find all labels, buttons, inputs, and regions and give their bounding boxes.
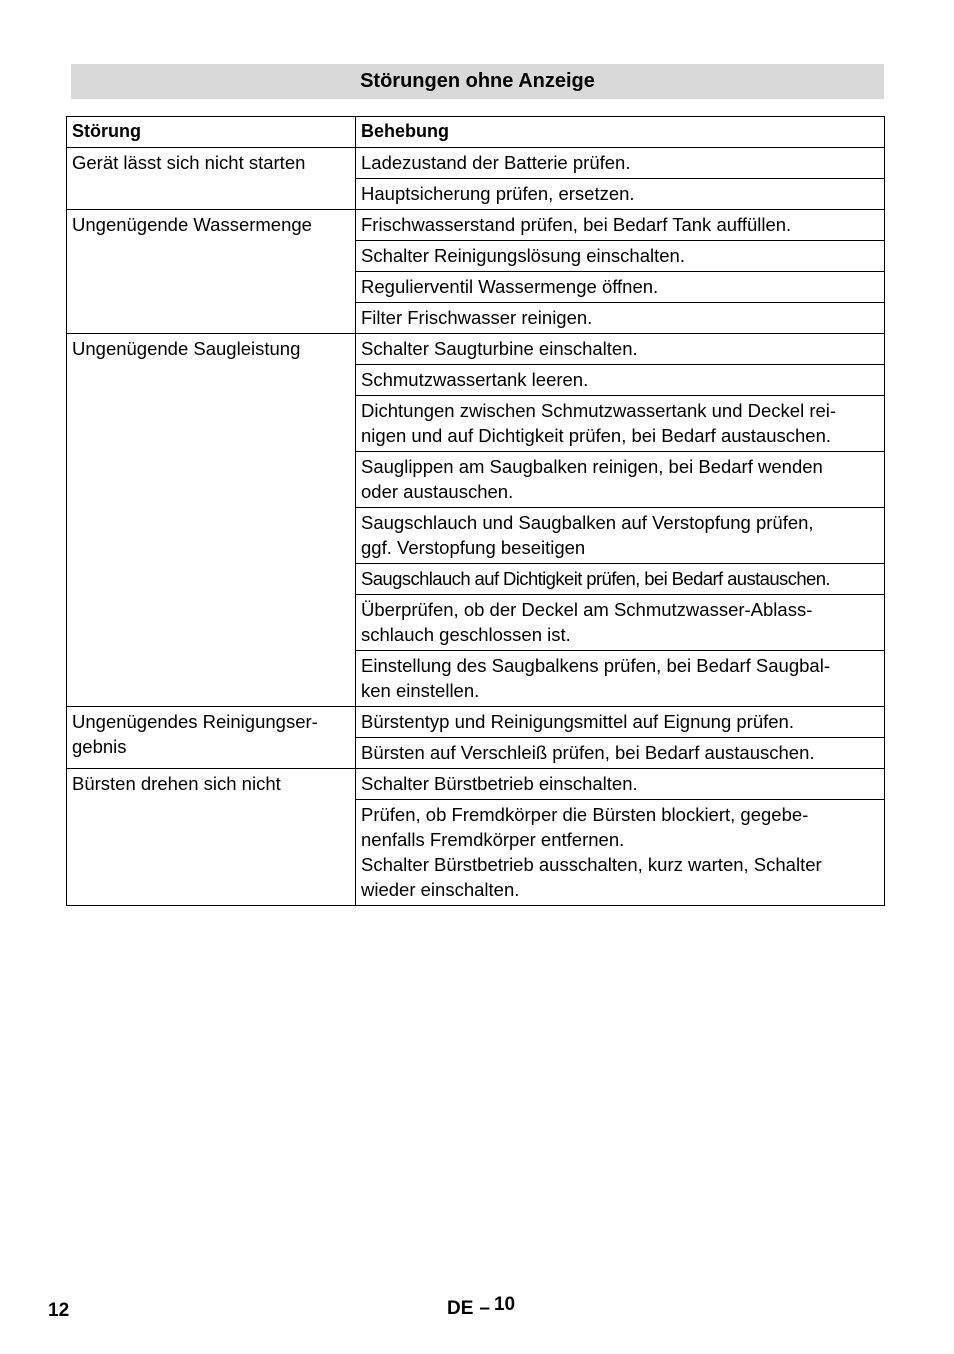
table-row bbox=[67, 210, 885, 241]
header-fault: Störung bbox=[67, 117, 356, 148]
fault-cell: Gerät lässt sich nicht starten bbox=[67, 148, 356, 210]
remedy-cell: Regulierventil Wassermenge öffnen. bbox=[356, 272, 885, 303]
remedy-cell: Schmutzwassertank leeren. bbox=[356, 365, 885, 396]
header-remedy: Behebung bbox=[356, 117, 885, 148]
table-row bbox=[67, 334, 885, 365]
fault-cell: Ungenügendes Reinigungser- gebnis bbox=[67, 707, 356, 769]
footer-section-page bbox=[447, 1294, 516, 1320]
remedy-cell: Frischwasserstand prüfen, bei Bedarf Tank auffüllen. bbox=[356, 210, 885, 241]
troubleshooting-table bbox=[66, 116, 885, 906]
remedy-cell: Überprüfen, ob der Deckel am Schmutzwasser-Ablass- schlauch geschlossen ist. bbox=[356, 595, 885, 651]
remedy-cell: Dichtungen zwischen Schmutzwassertank und Deckel rei- nigen und auf Dichtigkeit prüfen, bei Bedarf austauschen. bbox=[356, 396, 885, 452]
table-row bbox=[67, 148, 885, 179]
section-title: Störungen ohne Anzeige bbox=[360, 70, 595, 92]
remedy-cell: Einstellung des Saugbalkens prüfen, bei Bedarf Saugbal- ken einstellen. bbox=[356, 651, 885, 707]
remedy-cell: Schalter Saugturbine einschalten. bbox=[356, 334, 885, 365]
table-row bbox=[67, 707, 885, 738]
fault-cell: Ungenügende Wassermenge bbox=[67, 210, 356, 334]
remedy-cell: Hauptsicherung prüfen, ersetzen. bbox=[356, 179, 885, 210]
remedy-cell: Prüfen, ob Fremdkörper die Bürsten blockiert, gegebe- nenfalls Fremdkörper entfernen. Schalter Bürstbetrieb ausschalten, kurz warten, Schalter wieder einschalten. bbox=[356, 800, 885, 906]
table-row bbox=[67, 769, 885, 800]
remedy-cell: Ladezustand der Batterie prüfen. bbox=[356, 148, 885, 179]
remedy-cell: Sauglippen am Saugbalken reinigen, bei Bedarf wenden oder austauschen. bbox=[356, 452, 885, 508]
remedy-cell: Schalter Bürstbetrieb einschalten. bbox=[356, 769, 885, 800]
footer-dash: – bbox=[479, 1298, 490, 1319]
remedy-cell: Filter Frischwasser reinigen. bbox=[356, 303, 885, 334]
fault-cell: Bürsten drehen sich nicht bbox=[67, 769, 356, 906]
page-number: 12 bbox=[48, 1300, 70, 1321]
footer-section-number: 10 bbox=[493, 1294, 516, 1315]
remedy-cell: Schalter Reinigungslösung einschalten. bbox=[356, 241, 885, 272]
remedy-cell: Saugschlauch auf Dichtigkeit prüfen, bei Bedarf austauschen. bbox=[356, 564, 885, 595]
remedy-cell: Bürsten auf Verschleiß prüfen, bei Bedarf austauschen. bbox=[356, 738, 885, 769]
table-header-row bbox=[67, 117, 885, 148]
section-heading bbox=[71, 64, 884, 99]
remedy-cell: Saugschlauch und Saugbalken auf Verstopfung prüfen, ggf. Verstopfung beseitigen bbox=[356, 508, 885, 564]
remedy-cell: Bürstentyp und Reinigungsmittel auf Eignung prüfen. bbox=[356, 707, 885, 738]
fault-cell: Ungenügende Saugleistung bbox=[67, 334, 356, 707]
footer-lang: DE bbox=[447, 1298, 474, 1319]
